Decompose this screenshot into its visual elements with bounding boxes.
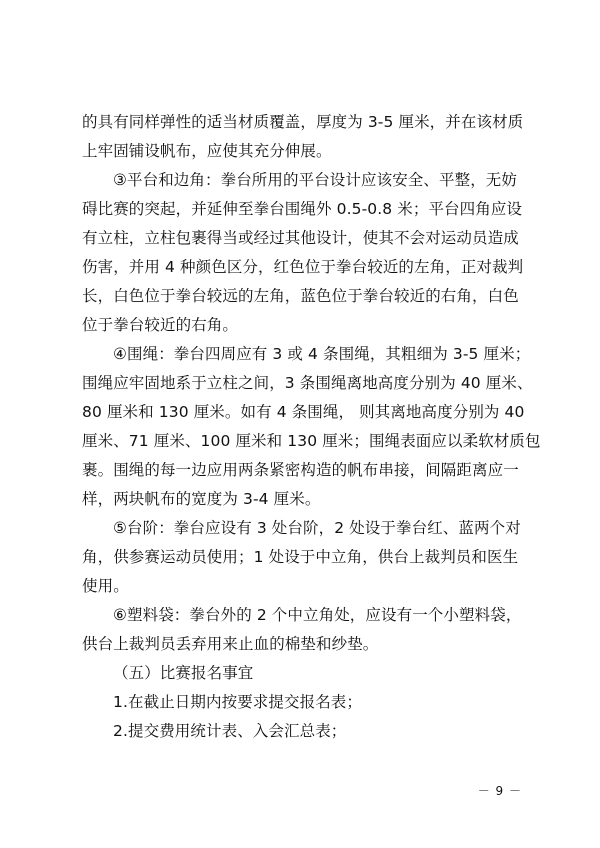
paragraph-steps: ⑤台阶：拳台应设有 3 处台阶，2 处设于拳台红、蓝两个对 (113, 519, 521, 537)
paragraph-platform-corners: ③平台和边角：拳台所用的平台设计应该安全、平整，无妨 (113, 171, 517, 189)
text-line: 的具有同样弹性的适当材质覆盖，厚度为 3-5 厘米，并在该材质 (82, 113, 524, 131)
text-line: 碍比赛的突起，并延伸至拳台围绳外 0.5-0.8 米；平台四角应设 (82, 200, 523, 218)
text-line: 厘米、71 厘米、100 厘米和 130 厘米；围绳表面应以柔软材质包 (82, 432, 541, 450)
text-line: 长，白色位于拳台较远的左角，蓝色位于拳台较近的右角，白色 (82, 287, 519, 305)
text-line: 位于拳台较近的右角。 (82, 316, 239, 334)
list-item: 1.在截止日期内按要求提交报名表； (113, 693, 362, 711)
text-line: 角，供参赛运动员使用；1 处设于中立角，供台上裁判员和医生 (82, 548, 519, 566)
text-line: 伤害，并用 4 种颜色区分，红色位于拳台较近的左角，正对裁判 (82, 258, 524, 276)
paragraph-ropes: ④围绳：拳台四周应有 3 或 4 条围绳，其粗细为 3-5 厘米； (113, 345, 531, 363)
text-line: 围绳应牢固地系于立柱之间，3 条围绳离地高度分别为 40 厘米、 (82, 374, 533, 392)
text-line: 上牢固铺设帆布，应使其充分伸展。 (82, 142, 332, 160)
paragraph-plastic-bags: ⑥塑料袋：拳台外的 2 个中立角处，应设有一个小塑料袋， (113, 606, 522, 624)
text-line: 有立柱，立柱包裹得当或经过其他设计，使其不会对运动员造成 (82, 229, 519, 247)
text-line: 样，两块帆布的宽度为 3-4 厘米。 (82, 490, 321, 508)
page-number: － 9 － (477, 784, 522, 798)
text-line: 裹。围绳的每一边应用两条紧密构造的帆布串接，间隔距离应一 (82, 461, 519, 479)
text-line: 供台上裁判员丢弃用来止血的棉垫和纱垫。 (82, 635, 379, 653)
list-item: 2.提交费用统计表、入会汇总表； (113, 722, 347, 740)
text-line: 80 厘米和 130 厘米。如有 4 条围绳， 则其离地高度分别为 40 (82, 403, 525, 421)
text-line: 使用。 (82, 577, 129, 595)
section-heading: （五）比赛报名事宜 (113, 664, 254, 682)
document-body (82, 108, 541, 746)
